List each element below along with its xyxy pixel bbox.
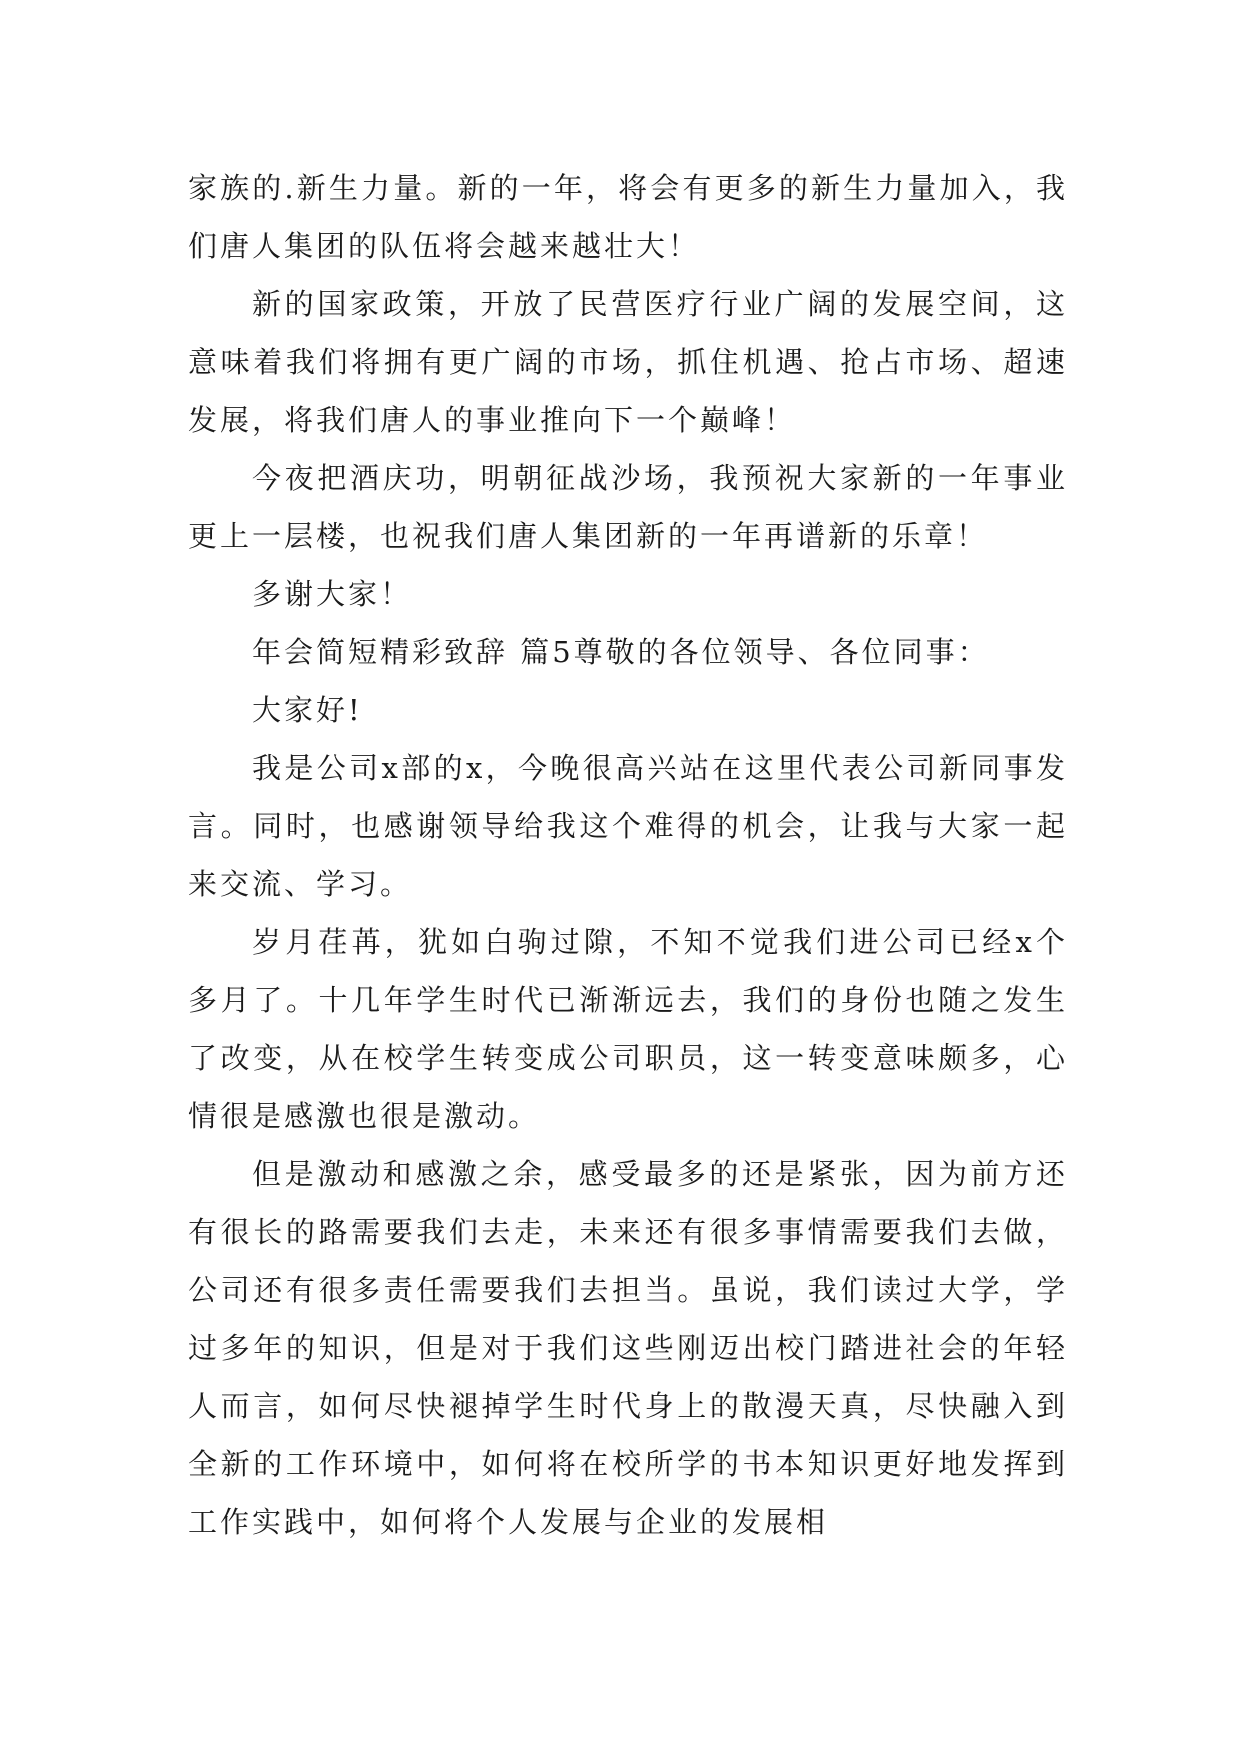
paragraph: 家族的.新生力量。新的一年，将会有更多的新生力量加入，我们唐人集团的队伍将会越来越壮大！ bbox=[188, 171, 1068, 263]
document-body bbox=[188, 159, 1068, 1551]
paragraph: 岁月荏苒，犹如白驹过隙，不知不觉我们进公司已经x个多月了。十几年学生时代已渐渐远去，我们的身份也随之发生了改变，从在校学生转变成公司职员，这一转变意味颇多，心情很是感激也很是激动。 bbox=[188, 925, 1068, 1133]
paragraph: 多谢大家！ bbox=[252, 577, 413, 611]
paragraph: 今夜把酒庆功，明朝征战沙场，我预祝大家新的一年事业更上一层楼，也祝我们唐人集团新的一年再谱新的乐章！ bbox=[188, 461, 1068, 553]
paragraph: 大家好! bbox=[252, 693, 363, 727]
paragraph: 新的国家政策，开放了民营医疗行业广阔的发展空间，这意味着我们将拥有更广阔的市场，抓住机遇、抢占市场、超速发展，将我们唐人的事业推向下一个巅峰！ bbox=[188, 287, 1068, 437]
paragraph: 年会简短精彩致辞 篇5尊敬的各位领导、各位同事： bbox=[252, 635, 990, 669]
paragraph: 但是激动和感激之余，感受最多的还是紧张，因为前方还有很长的路需要我们去走，未来还有很多事情需要我们去做，公司还有很多责任需要我们去担当。虽说，我们读过大学，学过多年的知识，但是对于我们这些刚迈出校门踏进社会的年轻人而言，如何尽快褪掉学生时代身上的散漫天真，尽快融入到全新的工作环境中，如何将在校所学的书本知识更好地发挥到工作实践中，如何将个人发展与企业的发展相 bbox=[188, 1157, 1068, 1539]
paragraph: 我是公司x部的x，今晚很高兴站在这里代表公司新同事发言。同时，也感谢领导给我这个难得的机会，让我与大家一起来交流、学习。 bbox=[188, 751, 1068, 901]
